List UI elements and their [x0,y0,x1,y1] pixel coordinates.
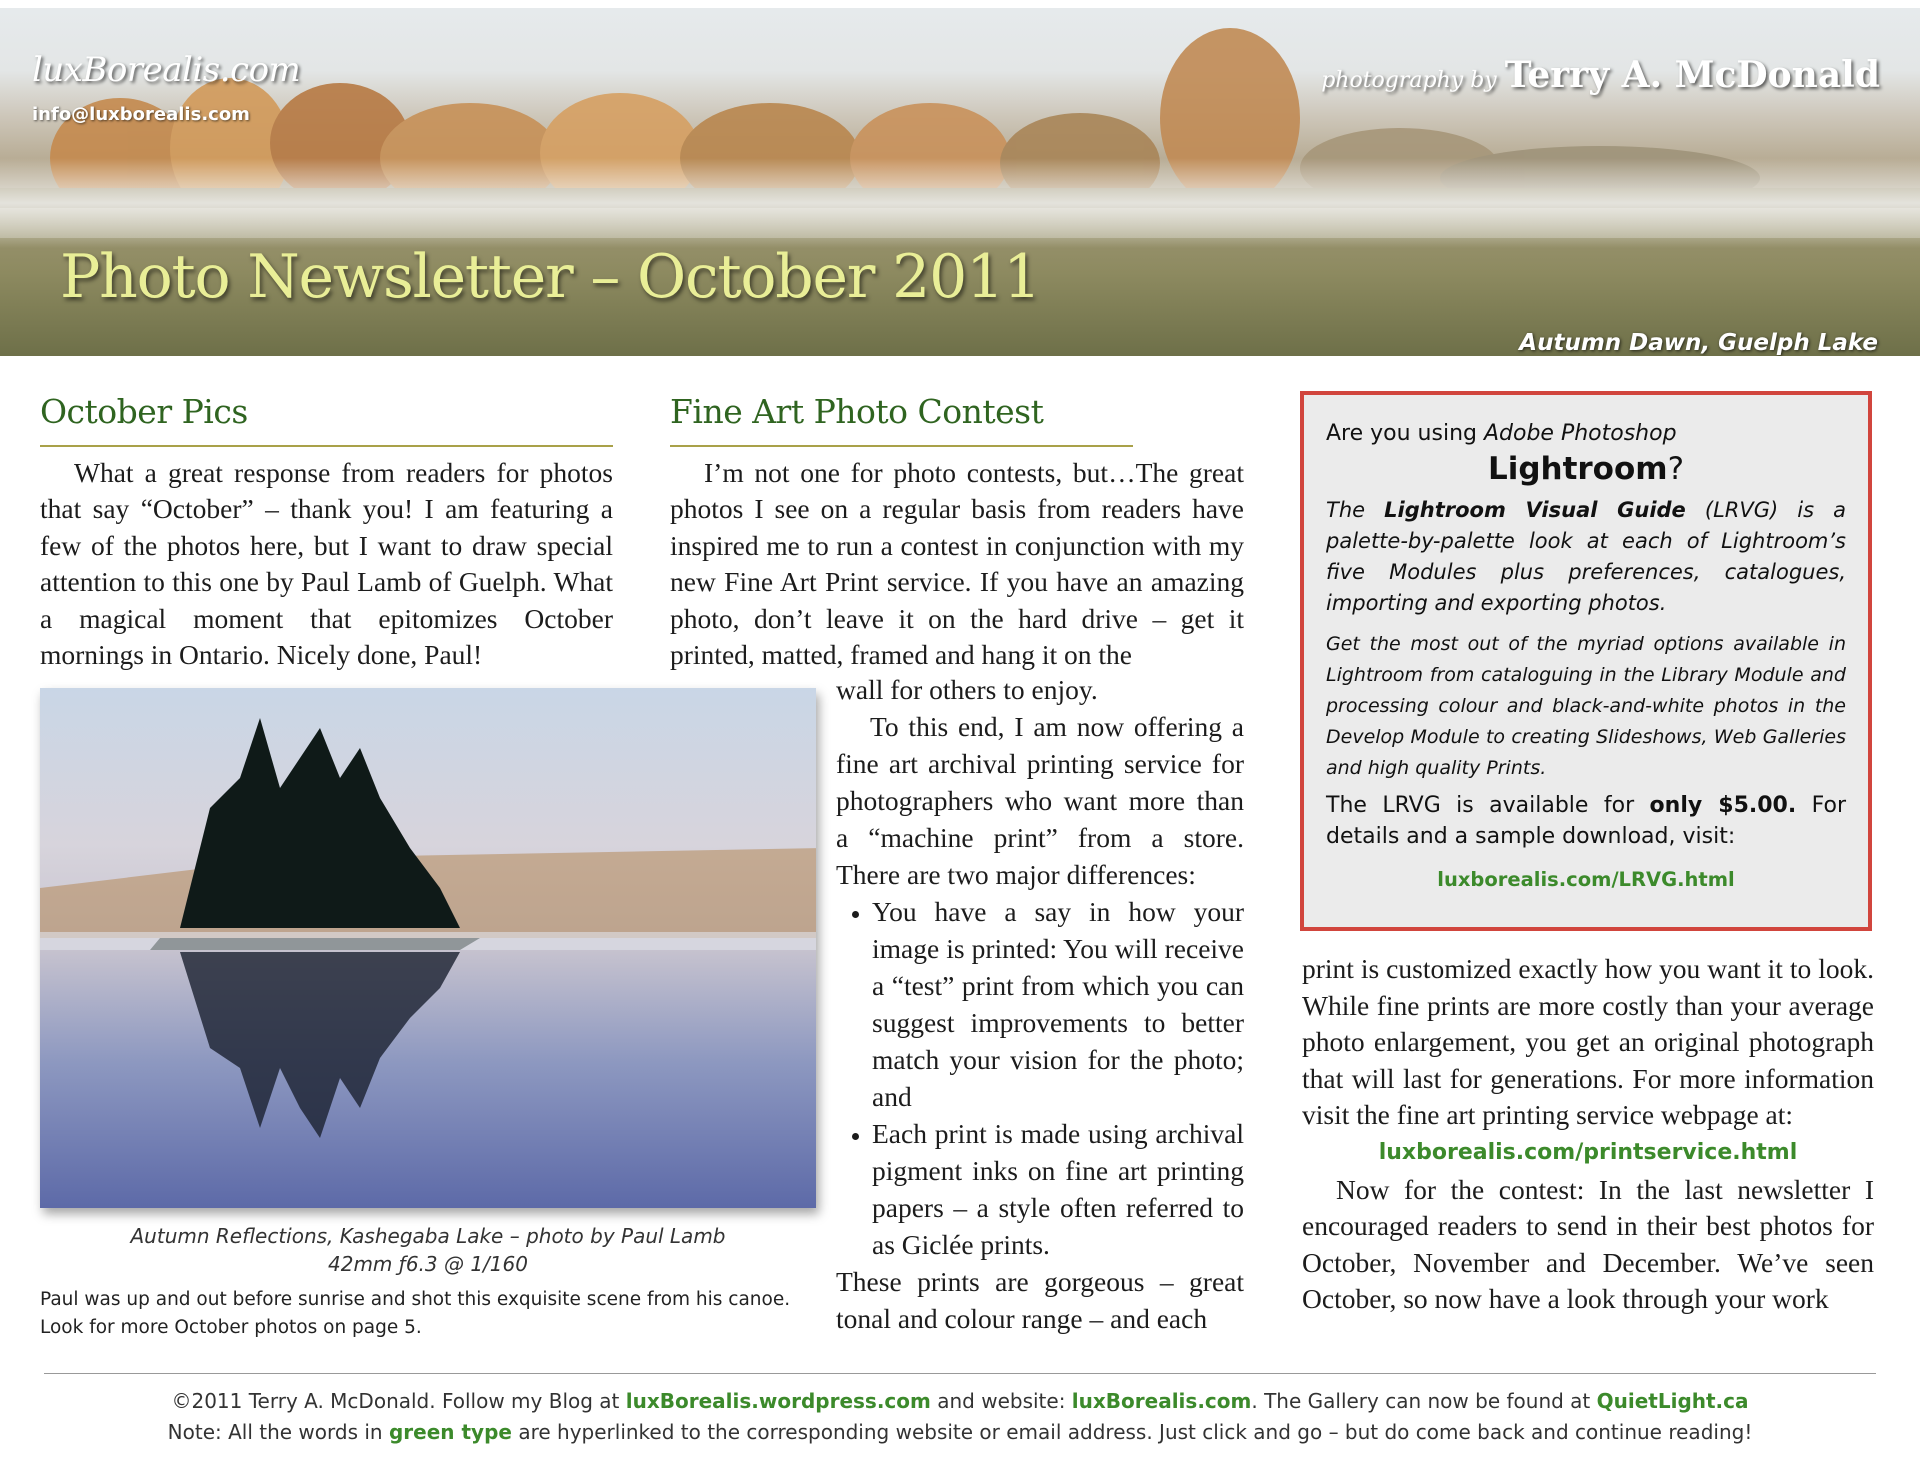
ad-product-title [1326,449,1846,489]
photo-note-line-2: Look for more October photos on page 5. [40,1317,422,1338]
ad-price [1326,790,1846,852]
footer [0,1386,1920,1448]
print-service-link[interactable]: luxborealis.com/printservice.html [1378,1139,1798,1165]
footer-divider [44,1373,1876,1374]
column-fine-art-contest [670,390,1244,674]
lightroom-guide-ad [1300,391,1872,931]
photo-note [40,1286,820,1342]
differences-list [836,893,1244,1263]
ad-price-pre: The LRVG is available for [1326,793,1635,818]
lrvg-link[interactable]: luxborealis.com/LRVG.html [1437,868,1735,891]
footer-gallery-text: . The Gallery can now be found at [1251,1389,1591,1413]
ad-product-name: Lightroom [1487,451,1668,487]
gallery-link[interactable]: QuietLight.ca [1596,1389,1749,1413]
section-heading-october-pics: October Pics [40,392,248,431]
october-pics-body: What a great response from readers for photos that say “October” – thank you! I am featuring a few of the photos here, but I want to draw special attention to this one by Paul Lamb of Guelph. What a magical moment that epitomizes October mornings in Ontario. Nicely done, Paul! [40,456,613,670]
ad-desc-rest: (LRVG) is a palette-by-palette look at each of Lightroom’s five Modules plus preferences, catalogues, importing and exporting photos. [1326,498,1846,615]
contest-column-3 [1302,951,1874,1318]
featured-photo-kashegaba-lake [40,688,816,1208]
contest-para-3: These prints are gorgeous – great tonal and colour range – and each [836,1266,1244,1334]
newsletter-title: Photo Newsletter – October 2011 [60,242,1041,312]
footer-copyright: ©2011 Terry A. McDonald. Follow my Blog at [171,1389,620,1413]
ad-question-text: Are you using [1326,421,1477,446]
photo-caption [40,1222,816,1278]
list-item: • Each print is made using archival pigment inks on fine art printing papers – a style often referred to as Giclée prints. [872,1115,1244,1263]
ad-description [1326,495,1846,619]
footer-note-end: are hyperlinked to the corresponding website or email address. Just click and go – but do come back and continue reading! [518,1420,1753,1444]
photo-note-line-1: Paul was up and out before sunrise and shot this exquisite scene from his canoe. [40,1289,791,1310]
heading-rule [40,445,613,447]
ad-question [1326,419,1846,449]
contest-intro: I’m not one for photo contests, but…The great photos I see on a regular basis from readers have inspired me to run a contest in conjunction with my new Fine Art Print service. If you have an amazing photo, don’t leave it on the hard drive – get it printed, matted, framed and hang it on the [670,456,1244,670]
site-name[interactable]: luxBorealis.com [32,50,301,90]
column-october-pics [40,390,613,674]
ad-qmark: ? [1667,451,1685,487]
website-link[interactable]: luxBorealis.com [1071,1389,1252,1413]
contest-para-2: To this end, I am now offering a fine art archival printing service for photographers who want more than a “machine print” from a store. There are two major differences: [836,711,1244,890]
ad-desc-the: The [1326,498,1366,522]
byline-name: Terry A. McDonald [1504,54,1880,96]
contest-continued [836,671,1244,1337]
list-item: • You have a say in how your image is printed: You will receive a “test” print from which you can suggest improvements to better match your vision for the photo; and [872,893,1244,1115]
footer-line-1 [0,1386,1920,1417]
section-heading-fine-art-contest: Fine Art Photo Contest [670,392,1044,431]
contest-intro-end: wall for others to enjoy. [836,674,1098,705]
ad-description-2: Get the most out of the myriad options available in Lightroom from cataloguing in the Library Module and processing colour and black-and-white photos in the Develop Module to creating Slideshows, Web Galleries and high quality Prints. [1326,633,1846,779]
footer-and-website: and website: [937,1389,1066,1413]
print-service-para: print is customized exactly how you want it to look. While fine prints are more costly than your average photo enlargement, you get an original photograph that will last for generations. For more information visit the fine art printing service webpage at: [1302,953,1874,1130]
site-email-link[interactable]: info@luxborealis.com [32,104,250,125]
blog-link[interactable]: luxBorealis.wordpress.com [625,1389,931,1413]
byline-prefix: photography by [1321,68,1497,93]
heading-rule [670,445,1133,447]
ad-desc-bold: Lightroom Visual Guide [1384,498,1686,522]
photo-caption-exif: 42mm ƒ6.3 @ 1/160 [328,1252,528,1276]
photo-caption-title: Autumn Reflections, Kashegaba Lake – photo by Paul Lamb [130,1224,726,1248]
green-type-label: green type [388,1420,512,1444]
byline [1321,54,1880,96]
contest-para-final: Now for the contest: In the last newsletter I encouraged readers to send in their best photos for October, November and December. We’ve seen October, so now have a look through your work [1302,1173,1874,1314]
header-banner [0,8,1920,356]
footer-line-2 [0,1417,1920,1448]
footer-note-start: Note: All the words in [167,1420,383,1444]
banner-photo-title: Autumn Dawn, Guelph Lake [1519,330,1878,356]
ad-price-post: For details and a sample download, visit: [1326,793,1847,849]
ad-product-italic: Adobe Photoshop [1483,421,1677,446]
ad-price-bold: only $5.00. [1649,793,1797,818]
